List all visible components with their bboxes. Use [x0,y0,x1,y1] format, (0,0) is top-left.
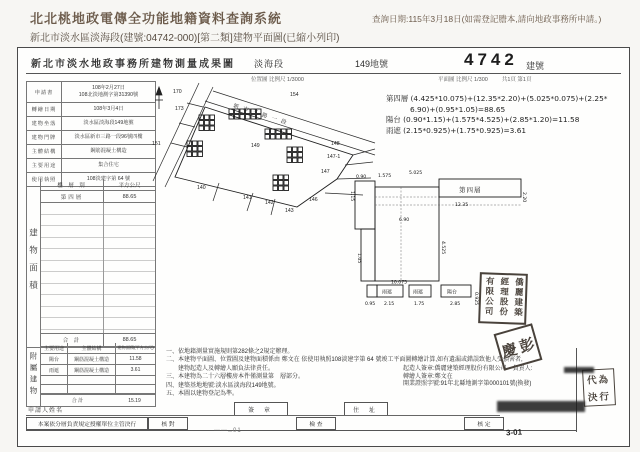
license-number-line: 開業證照字號:91年北縣地測字第000101號(換發) [403,381,532,388]
empty-floor-rows [41,203,155,334]
address-box: 住 址 [344,402,388,416]
svg-text:1.05: 1.05 [356,253,361,264]
footer-mark-right: 3-01 [505,427,523,438]
delegated-approval-text: 本案依分層負責規定授權單位主管決行 [26,417,148,430]
note-line: 四、建築基地地號:淡水區淡海段149地號。 [166,382,280,389]
note-line: 建物起造人及轉繪人願負法律責任。 [166,365,275,372]
table-row [27,82,155,103]
info-value-line2: 108北淡地測字第31390號 [78,92,139,98]
survey-result-sheet [17,47,630,447]
svg-text:雨遮: 雨遮 [382,289,393,296]
info-value: 淡水區淡海段149地號 [83,119,134,126]
parcel-number: 170 [173,89,182,95]
office-title: 新北市淡水地政事務所建物測量成果圖 [31,59,235,70]
table-row: 第四層 88.65 [41,191,155,203]
svg-text:5.025: 5.025 [409,171,423,176]
building-number: 4742 [464,50,518,69]
table-row [27,117,155,131]
table-row: 雨遮 鋼筋混凝土構造 3.61 [41,365,155,376]
svg-text:0.90: 0.90 [356,175,367,180]
check-cell: 核 對 [148,417,188,430]
svg-text:12.35: 12.35 [455,203,469,208]
svg-text:1.15: 1.15 [349,191,354,202]
table-row [27,131,155,145]
info-label: 建物門牌 [27,131,62,144]
parcel-number: 151 [152,141,161,147]
svg-text:雨遮: 雨遮 [413,289,424,296]
parcel-number: 149 [251,143,260,149]
floor-plan-scale [438,75,531,83]
builder-signature-line: 起造人簽章:僑麗建築經理股份有限公司 負責人: [403,366,533,372]
applicant-row [26,402,576,415]
info-label: 使用執照 [27,173,62,186]
info-label: 申請書 [27,82,62,102]
parcel-number: 147-1 [327,154,341,160]
info-value [62,82,155,102]
svg-text:0.95: 0.95 [365,302,376,307]
approve-cell: 核 定 [464,417,504,430]
floor-table-header: 樓 層 別 平方公尺 [41,179,155,191]
table-row [27,103,155,117]
info-value: 淡水區新市三路一段96號四樓 [74,133,143,140]
delegate-decision-stamp: 代為 決行 [582,368,616,407]
info-value-line1: 108年2月27日 [92,84,125,91]
note-line: 三、本建物為二十六層樓房本件僅測量第 層部分。 [166,374,305,381]
floor-total-row: 合 計 88.65 [41,334,155,347]
area-calculations [386,94,607,136]
info-value: 鋼筋混凝土構造 [90,147,127,154]
parcel-number: 140 [197,185,206,191]
redacted-area [497,401,585,412]
svg-text:2.85: 2.85 [450,302,461,307]
parcel-number: 154 [290,92,299,98]
parcel-number: 141 [243,195,252,201]
table-row: 陽台 鋼筋混凝土構造 11.58 [41,354,155,365]
floor-label: 第四層 [459,187,482,194]
section-name: 淡海段 [254,59,285,69]
header-divider [26,73,621,74]
calc-line: 第四層 (4.425*10.075)+(12.35*2.20)+(5.025*0.075)+(2.25* [386,94,608,103]
land-number: 149地號 [355,59,389,69]
table-row [27,145,155,159]
info-label: 主體結構 [27,145,62,158]
annex-total-row: 合 計 15.19 [41,394,155,406]
parcel-number: 147 [321,169,330,175]
signer-block [403,366,532,389]
footer-mark-left: ⋯⋯‥01 [214,428,242,434]
info-value: 集合住宅 [98,161,119,168]
empty-row [41,376,155,385]
svg-text:2.15: 2.15 [384,302,395,307]
applicant-row-divider [26,415,500,416]
building-number-label: 建號 [526,61,545,71]
svg-text:陽台: 陽台 [447,289,458,296]
street-name: 新市三路一段 [232,103,292,128]
floor-area-table [26,179,156,348]
redacted-name [564,367,594,373]
calc-line: 陽台 (0.90*1.15)+(1.575*4.525)+(2.85*1.20)=11.58 [386,115,580,124]
page-info: 共1頁 第1頁 [501,77,532,83]
calc-line: 6.90)+(0.95*1.05)=88.65 [410,104,506,114]
approval-strip [26,417,576,431]
svg-text:0.925: 0.925 [473,292,478,306]
north-arrow [155,87,163,109]
drafter-signature-line: 轉繪人簽章:鄭文在 [403,373,453,380]
inspect-cell: 檢 查 [296,417,336,430]
annex-header: 主要用途 主體結構 建物面積(平方公尺) [41,343,155,354]
annex-table [26,343,156,407]
applicant-name-label: 申請人姓名 [28,408,64,414]
info-label: 主要用途 [27,159,62,172]
svg-text:2.20: 2.20 [521,192,526,203]
company-seal-stamp: 僑麗建築 經理股份 有限公司 [478,272,528,325]
annex-table-side-label: 附屬建物 [27,343,41,406]
plan-scale-text: 平面圖 比例尺 1/300 [438,77,488,83]
document-subtitle: 新北市淡水區淡海段(建號:04742-000)[第二類]建物平面圖(已縮小列印) [30,33,340,44]
parcel-number: 142 [265,200,274,206]
svg-text:1.575: 1.575 [378,174,392,179]
parcel-number: 146 [309,197,318,203]
svg-text:4.525: 4.525 [440,241,445,255]
signature-box: 簽 章 [234,402,288,416]
parcel-number: 143 [285,208,294,214]
note-line: 五、本圖以建物登記為準。 [166,391,239,398]
building-info-table [26,81,156,187]
svg-text:1.75: 1.75 [414,302,425,307]
right-column-divider [576,348,577,432]
note-line: 二、本建物平面圖、位置圖及建物面積係由 鄭文在 依使用執照108淡建字第 64 號竣工平面圖轉繪計算,如有遺漏或錯誤致他人受損害者, [166,357,523,364]
query-date: 查詢日期:115年3月18日(如需登記謄本,請向地政事務所申請。) [372,14,602,24]
note-line: 一、依地籍測量實施規則第282條之2規定辦理。 [166,349,294,355]
info-label: 轉繪日期 [27,103,62,116]
info-label: 建物坐落 [27,117,62,130]
svg-text:6.90: 6.90 [399,218,410,223]
empty-row [41,385,155,394]
table-row [27,159,155,173]
construction-lines [375,187,521,281]
svg-text:10.075: 10.075 [391,280,408,286]
info-value: 108淡建字第 64 號 [86,175,131,182]
info-value: 108年3月4日 [93,105,124,112]
parcel-number: 173 [175,106,184,112]
annex-box-labels [382,289,457,296]
site-plan-scale: 位置圖 比例尺 1/3000 [251,77,304,83]
name-seal-stamp: 彭 慶 [494,323,543,371]
parcel-number: 148 [331,141,340,147]
system-title: 北北桃地政電傳全功能地籍資料查詢系統 [30,11,283,26]
floor-table-side-label: 建物面積 [27,179,41,347]
calc-line: 雨遮 (2.15*0.925)+(1.75*0.925)=3.61 [386,125,527,135]
